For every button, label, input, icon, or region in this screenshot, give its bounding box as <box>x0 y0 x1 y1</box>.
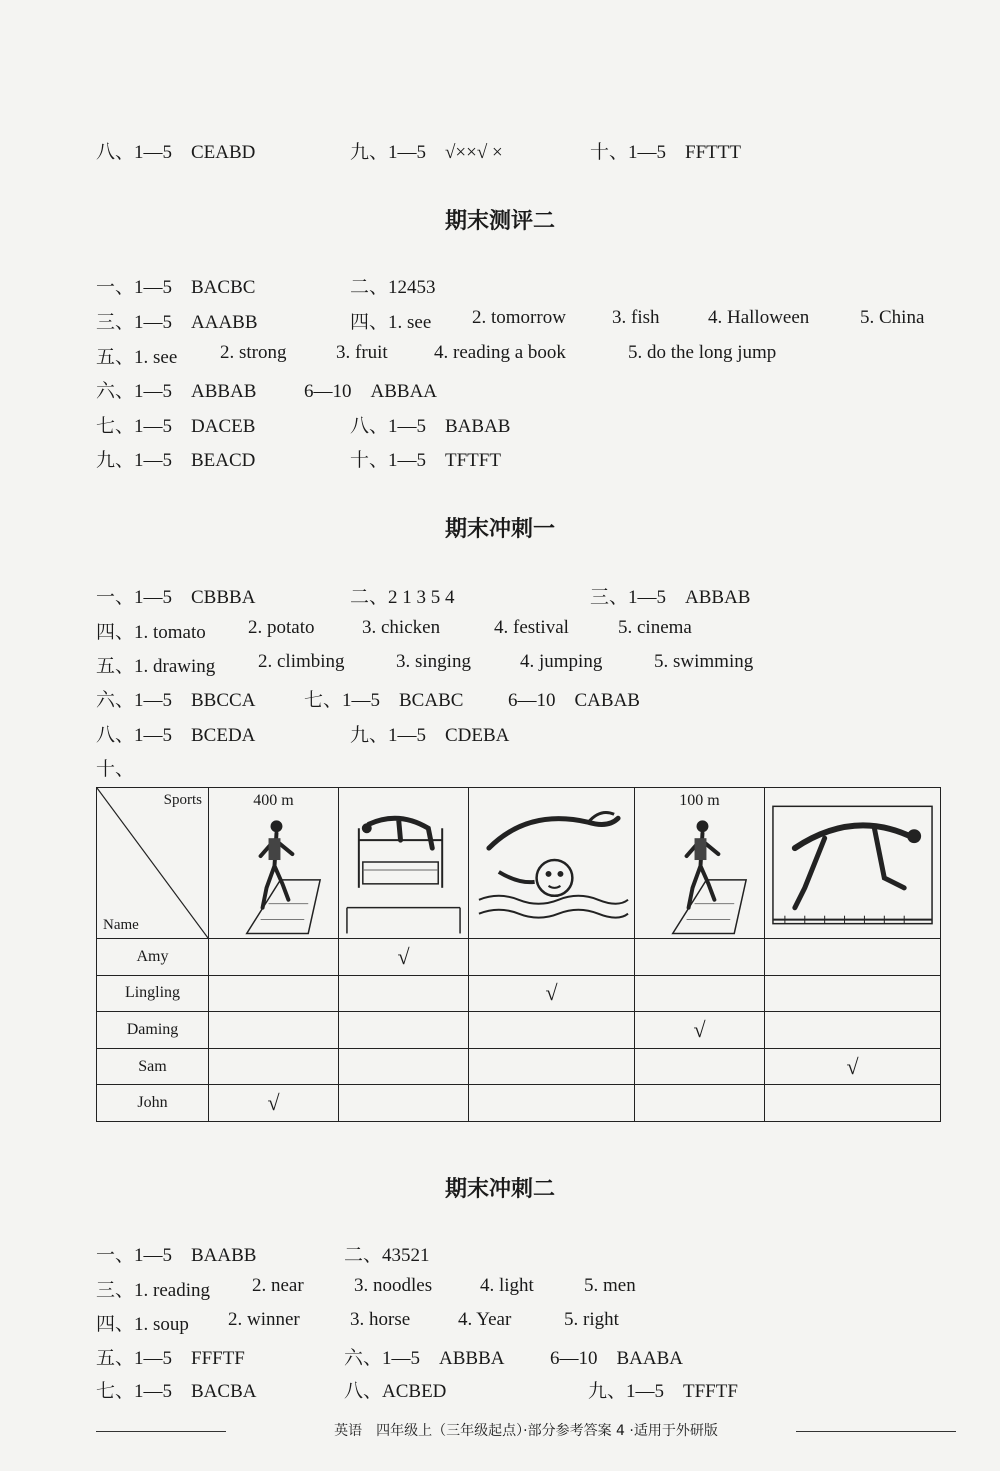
s2-row-3 <box>96 651 956 681</box>
high-jump-icon <box>339 788 468 938</box>
answer: 一、1—5 CBBBA <box>96 587 256 608</box>
table-row <box>97 975 941 1012</box>
answer: 2. potato <box>248 617 315 638</box>
tick-cell <box>765 1048 941 1085</box>
tick-cell <box>765 939 941 976</box>
runner-400m-icon <box>209 788 338 938</box>
table-row <box>97 1085 941 1122</box>
answer-row-top <box>96 137 956 167</box>
table-header-row <box>97 788 941 939</box>
answer: 八、1—5 BCEDA <box>96 725 256 746</box>
answer: 二、2 1 3 5 4 <box>350 587 455 608</box>
answer: 5. do the long jump <box>628 342 777 363</box>
runner-100m-icon <box>635 788 764 938</box>
name-cell: Daming <box>97 1012 209 1049</box>
answer: 四、1. soup <box>96 1314 189 1335</box>
tick-cell <box>209 939 339 976</box>
s2-row-1 <box>96 582 956 612</box>
tick-cell <box>209 1012 339 1049</box>
answer: 八、ACBED <box>344 1381 447 1402</box>
tick-cell <box>469 1012 635 1049</box>
answer-shi: 十、1—5 FFTTT <box>590 142 741 163</box>
tick-cell <box>469 1048 635 1085</box>
s2-row-5 <box>96 720 956 750</box>
section-title-qimo-ceping-2: 期末测评二 <box>444 209 555 234</box>
tick-mark: √ <box>267 1090 280 1116</box>
answer: 二、12453 <box>350 277 436 298</box>
name-cell: John <box>97 1085 209 1122</box>
answer: 二、43521 <box>344 1245 430 1266</box>
s2-row-6 <box>96 754 956 784</box>
tick-mark: √ <box>545 980 558 1006</box>
answer: 3. noodles <box>354 1275 433 1296</box>
answer: 三、1—5 ABBAB <box>590 587 751 608</box>
s1-row-6 <box>96 445 956 475</box>
tick-cell <box>765 1085 941 1122</box>
answer: 4. Halloween <box>708 307 810 328</box>
s2-row-4 <box>96 685 956 715</box>
answer: 九、1—5 BEACD <box>96 450 256 471</box>
s3-row-5 <box>96 1376 956 1406</box>
answer: 6—10 CABAB <box>508 690 640 711</box>
answer: 3. chicken <box>362 617 441 638</box>
s3-row-4 <box>96 1343 956 1373</box>
name-cell: Lingling <box>97 975 209 1012</box>
answer: 6—10 ABBAA <box>304 381 438 402</box>
sports-label: Sports <box>163 792 202 808</box>
table-row <box>97 1048 941 1085</box>
tick-cell <box>209 975 339 1012</box>
table-row <box>97 1012 941 1049</box>
answer: 十、 <box>96 759 135 780</box>
answer: 5. swimming <box>654 651 754 672</box>
tick-cell <box>339 1085 469 1122</box>
answer: 四、1. see <box>350 312 432 333</box>
answer: 五、1—5 FFFTF <box>96 1348 245 1369</box>
tick-cell <box>635 939 765 976</box>
s1-row-5 <box>96 411 956 441</box>
answer: 九、1—5 TFFTF <box>588 1381 738 1402</box>
s1-row-4 <box>96 376 956 406</box>
answer: 五、1. see <box>96 347 178 368</box>
s1-row-2 <box>96 307 956 337</box>
answer: 4. reading a book <box>434 342 566 363</box>
tick-cell <box>635 975 765 1012</box>
tick-cell <box>469 975 635 1012</box>
tick-cell <box>469 939 635 976</box>
answer: 2. near <box>252 1275 304 1296</box>
s3-row-2 <box>96 1275 956 1305</box>
answer: 一、1—5 BACBC <box>96 277 256 298</box>
answer: 4. jumping <box>520 651 603 672</box>
answer: 三、1—5 AAABB <box>96 312 258 333</box>
tick-cell <box>339 1012 469 1049</box>
answer: 3. fruit <box>336 342 388 363</box>
answer: 6—10 BAABA <box>550 1348 684 1369</box>
answer: 八、1—5 BABAB <box>350 416 511 437</box>
sport-cell-400m <box>209 788 339 939</box>
tick-cell <box>765 1012 941 1049</box>
tick-mark: √ <box>397 943 410 969</box>
tick-mark: √ <box>846 1053 859 1079</box>
tick-cell <box>765 975 941 1012</box>
tick-cell <box>339 975 469 1012</box>
answer: 七、1—5 BACBA <box>96 1381 257 1402</box>
tick-cell <box>469 1085 635 1122</box>
tick-cell <box>209 1048 339 1085</box>
answer: 3. singing <box>396 651 471 672</box>
sport-label: 400 m <box>253 792 294 809</box>
sport-cell-long-jump <box>765 788 941 939</box>
footer-text: 英语 四年级上（三年级起点）·部分参考答案 4 ·适用于外研版 <box>328 1423 724 1439</box>
tick-cell <box>339 1048 469 1085</box>
tick-mark: √ <box>693 1016 706 1042</box>
tick-cell <box>635 1048 765 1085</box>
table-row <box>97 939 941 976</box>
section-title-qimo-chongci-1: 期末冲刺一 <box>444 517 555 542</box>
answer: 2. strong <box>220 342 287 363</box>
answer: 四、1. tomato <box>96 622 206 643</box>
answer: 2. tomorrow <box>472 307 566 328</box>
answer: 4. Year <box>458 1309 512 1330</box>
s3-row-3 <box>96 1309 956 1339</box>
tick-cell <box>635 1012 765 1049</box>
answer: 三、1. reading <box>96 1280 210 1301</box>
name-cell: Sam <box>97 1048 209 1085</box>
section-title-qimo-chongci-2: 期末冲刺二 <box>444 1177 555 1202</box>
sport-label: 100 m <box>679 792 720 809</box>
footer-rule-right <box>796 1431 956 1432</box>
answer: 3. fish <box>612 307 660 328</box>
answer: 5. right <box>564 1309 619 1330</box>
s1-row-1 <box>96 272 956 302</box>
answer: 4. light <box>480 1275 534 1296</box>
footer-rule-left <box>96 1431 226 1432</box>
answer: 六、1—5 ABBBA <box>344 1348 505 1369</box>
page-footer <box>96 1420 956 1444</box>
sport-cell-swimming <box>469 788 635 939</box>
name-cell: Amy <box>97 939 209 976</box>
answer: 2. climbing <box>258 651 345 672</box>
sport-cell-100m <box>635 788 765 939</box>
long-jump-icon <box>765 788 940 938</box>
tick-cell <box>339 939 469 976</box>
sports-table <box>96 787 941 1122</box>
answer: 七、1—5 DACEB <box>96 416 256 437</box>
header-corner-cell <box>97 788 209 939</box>
diagonal-line <box>97 788 208 938</box>
answer: 十、1—5 TFTFT <box>350 450 501 471</box>
answer: 5. cinema <box>618 617 692 638</box>
answer: 2. winner <box>228 1309 300 1330</box>
answer: 5. China <box>860 307 925 328</box>
answer: 九、1—5 CDEBA <box>350 725 510 746</box>
sport-cell-high-jump <box>339 788 469 939</box>
s1-row-3 <box>96 342 956 372</box>
answer: 六、1—5 ABBAB <box>96 381 257 402</box>
tick-cell <box>635 1085 765 1122</box>
answer: 五、1. drawing <box>96 656 216 677</box>
answer: 一、1—5 BAABB <box>96 1245 257 1266</box>
s2-row-2 <box>96 617 956 647</box>
answer: 5. men <box>584 1275 636 1296</box>
name-label: Name <box>103 917 139 933</box>
answer: 3. horse <box>350 1309 411 1330</box>
answer-jiu: 九、1—5 √××√ × <box>350 142 503 163</box>
swimmer-icon <box>469 788 634 938</box>
s3-row-1 <box>96 1240 956 1270</box>
answer: 4. festival <box>494 617 569 638</box>
tick-cell <box>209 1085 339 1122</box>
answer: 七、1—5 BCABC <box>304 690 464 711</box>
answer: 六、1—5 BBCCA <box>96 690 256 711</box>
answer-ba: 八、1—5 CEABD <box>96 142 256 163</box>
